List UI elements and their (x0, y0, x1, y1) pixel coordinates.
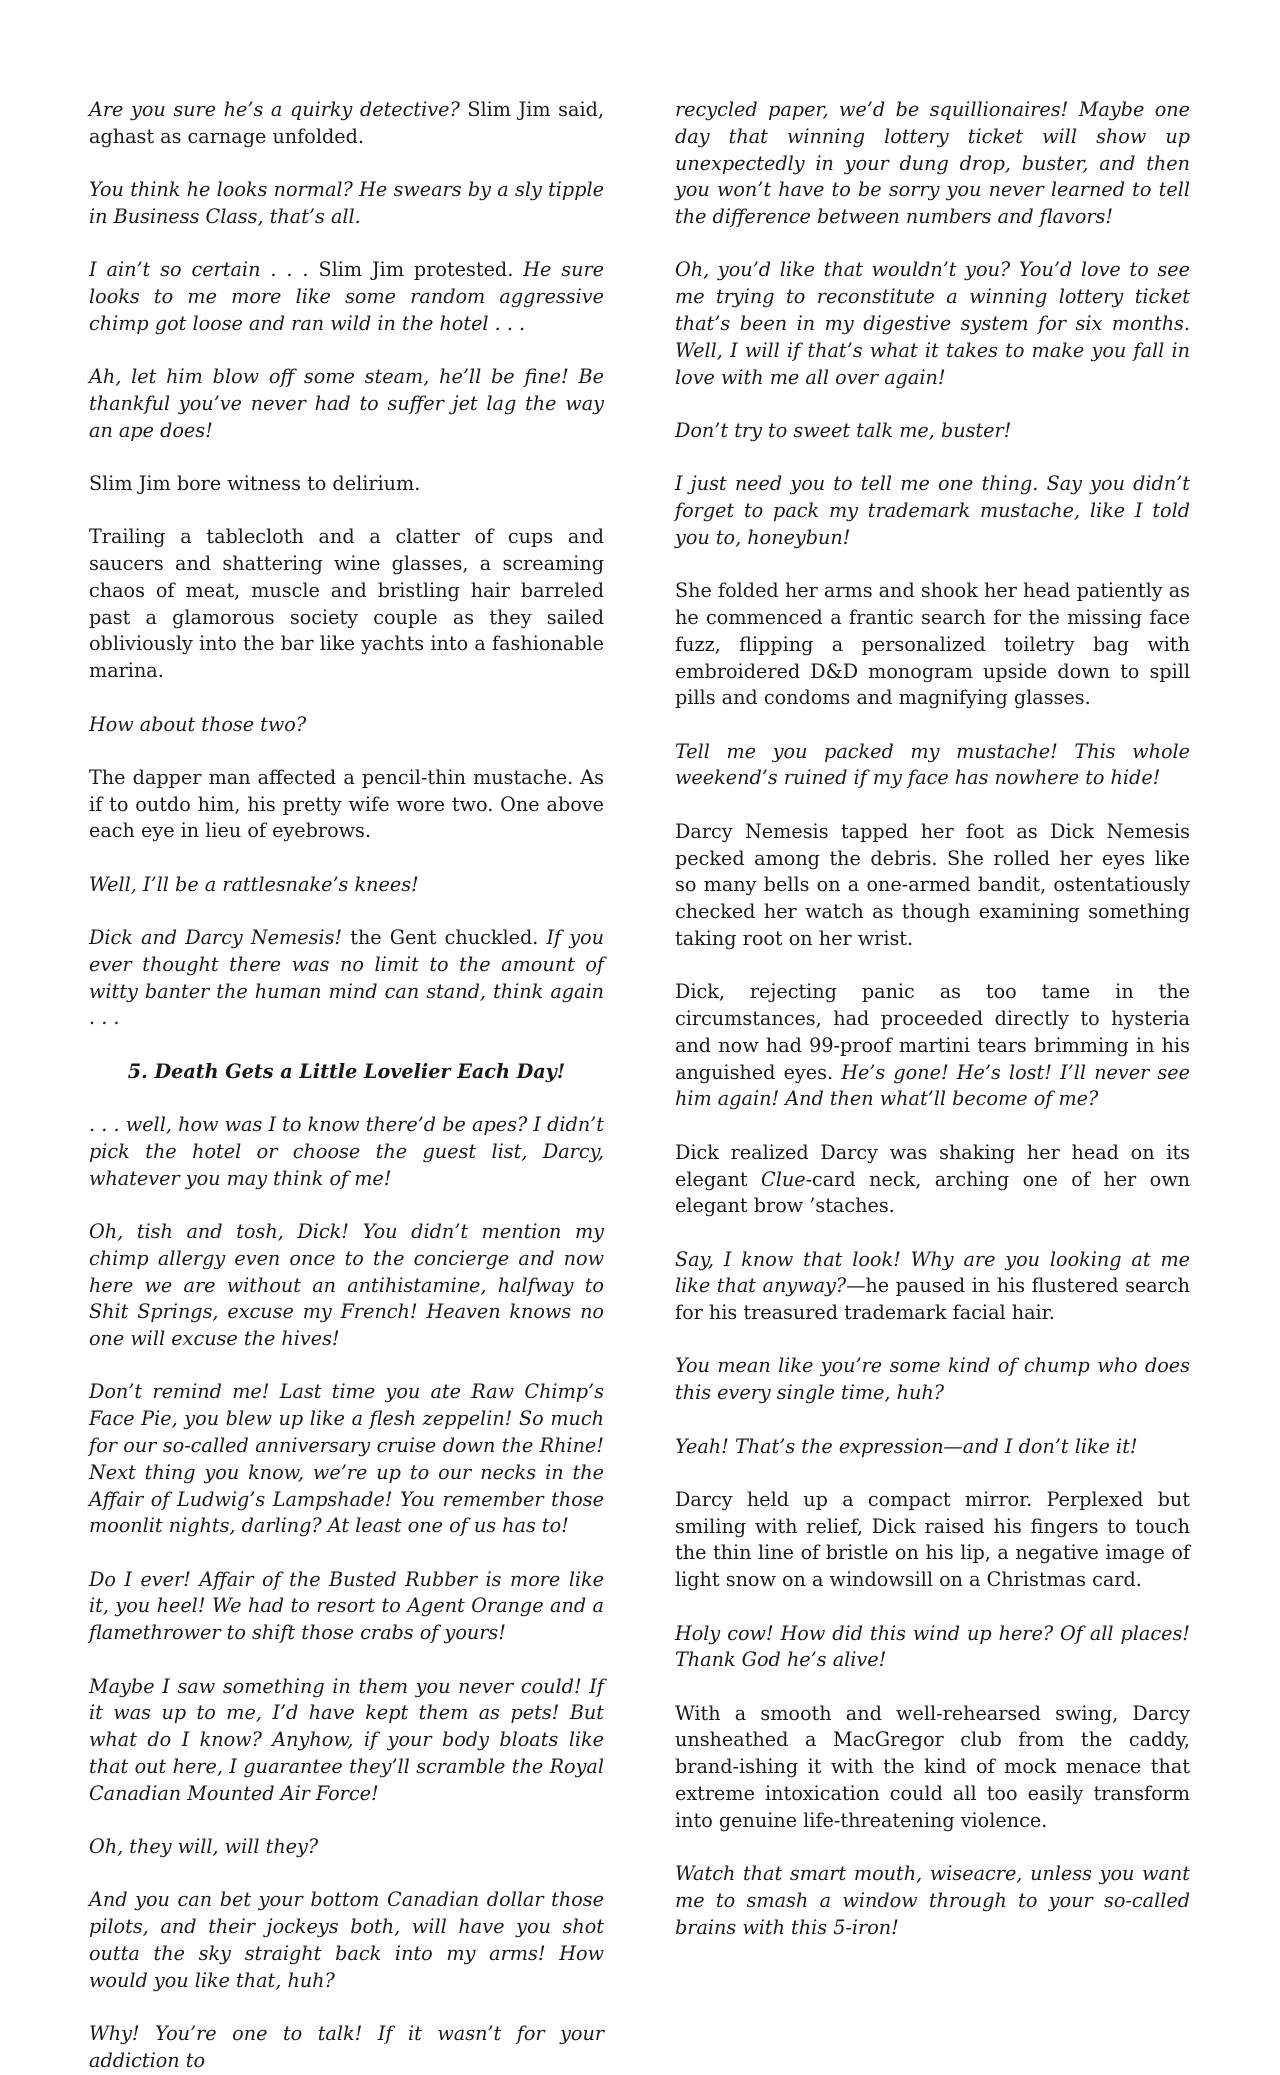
paragraph (89, 257, 604, 337)
paragraph (89, 471, 604, 498)
text-run: Do I ever! Affair of the Busted Rubber is more like it, you heel! We had to resort to Agent Orange and a flamethrower to shift those crabs of yours! (89, 1567, 604, 1645)
text-run: 5. Death Gets a Little Lovelier Each Day! (127, 1059, 566, 1083)
text-run: Oh, they will, will they? (89, 1835, 319, 1859)
text-run: Tell me you packed my mustache! This whole weekend’s ruined if my face has nowhere to hide! (675, 739, 1190, 790)
text-run: He sure looks to me more like some random aggressive chimp got loose and ran wild in the hotel . . . (89, 258, 604, 335)
text-run: Yeah! That’s the expression—and I don’t like it! (675, 1434, 1138, 1458)
text-run: I ain’t so certain . . . (89, 258, 309, 282)
text-run: Slim Jim said, aghast as carnage unfolded. (89, 98, 604, 148)
paragraph (89, 1674, 604, 1808)
text-run: -card neck, arching one of her own elegant brow ’staches. (675, 1167, 1190, 1218)
paragraph (89, 1834, 604, 1861)
paragraph (89, 97, 604, 151)
paragraph (675, 1247, 1190, 1327)
paragraph (675, 1487, 1190, 1594)
text-run: recycled paper, we’d be squillionaires! Maybe one day that winning lottery ticket will show up unexpectedly in your dung drop, buster, and then you won’t have to be sorry you never learned to tell the difference between numbers and flavors! (675, 98, 1190, 229)
paragraph (89, 925, 604, 1032)
paragraph (89, 1112, 604, 1192)
paragraph (89, 524, 604, 685)
text-run: Say, I know that look! Why are you looking at me like that anyway? (675, 1247, 1190, 1298)
text-run: Clue (761, 1167, 806, 1191)
paragraph (675, 418, 1190, 445)
text-run: You mean like you’re some kind of chump who does this every single time, huh? (675, 1354, 1190, 1405)
paragraph (89, 765, 604, 845)
text-run: You think he looks normal? He swears by a sly tipple in Business Class, that’s all. (89, 178, 604, 228)
text-run: I just need you to tell me one thing. Say you didn’t forget to pack my trademark mustache, like I told you to, honeybun! (675, 472, 1190, 549)
paragraph (675, 578, 1190, 712)
text-run: If you ever thought there was no limit to the amount of witty banter the human mind can stand, think again . . . (89, 926, 604, 1030)
paragraph (675, 1353, 1190, 1407)
text-run: —he paused in his flustered search for his treasured trademark facial hair. (675, 1274, 1190, 1325)
paragraph (675, 819, 1190, 953)
text-run: the Gent chuckled. (342, 926, 547, 950)
text-run: Trailing a tablecloth and a clatter of cups and saucers and shattering wine glasses, a screaming chaos of meat, muscle and bristling hair barreled past a glamorous society couple as they sailed obliviously into the bar like yachts into a fashionable marina. (89, 525, 604, 683)
paragraph (675, 1140, 1190, 1220)
paragraph (89, 1567, 604, 1647)
text-run: Oh, tish and tosh, Dick! You didn’t mention my chimp allergy even once to the concierge and now here we are without an antihistamine, halfway to Shit Springs, excuse my French! Heaven knows no one will excuse the hives! (89, 1219, 604, 1351)
text-run: Don’t remind me! Last time you ate Raw Chimp’s Face Pie, you blew up like a flesh zeppelin! So much for our so-called anniversary cruise down the Rhine! Next thing you know, we’re up to our necks in the Affair of Ludwig’s Lampshade! You remember those moonlit nights, darling? At least one of us has to! (89, 1380, 604, 1538)
text-run: Don’t try to sweet talk me, buster! (675, 418, 1012, 442)
text-run: With a smooth and well-rehearsed swing, Darcy unsheathed a MacGregor club from the caddy, brand-ishing it with the kind of mock menace that extreme intoxication could all too easily transform into genuine life-threatening violence. (675, 1701, 1190, 1832)
text-run: Why! You’re one to talk! If it wasn’t for your addiction to (89, 2022, 604, 2072)
paragraph (89, 2021, 604, 2075)
paragraph (675, 1621, 1190, 1675)
text-run: Are you sure he’s a quirky detective? (89, 98, 460, 121)
text-run: Watch that smart mouth, wiseacre, unless you want me to smash a window through to your so-called brains with this 5-iron! (675, 1862, 1190, 1939)
text-run: Slim Jim protested. (308, 258, 524, 282)
paragraph (675, 979, 1190, 1113)
paragraph (89, 1379, 604, 1540)
text-run: Dick, rejecting panic as too tame in the circumstances, had proceeded directly to hysteria and now had 99-proof martini tears brimming in his anguished eyes. (675, 980, 1190, 1084)
paragraph (675, 1701, 1190, 1835)
paragraph (89, 1219, 604, 1353)
paragraph (675, 739, 1190, 793)
chapter-heading (89, 1059, 604, 1086)
paragraph (675, 1861, 1190, 1941)
text-run: Dick and Darcy Nemesis! (89, 926, 343, 950)
text-run: The dapper man affected a pencil-thin mustache. As if to outdo him, his pretty wife wore two. One above each eye in lieu of eyebrows. (89, 765, 604, 843)
text-run: Holy cow! How did this wind up here? Of all places! Thank God he’s alive! (675, 1621, 1190, 1672)
paragraph (89, 364, 604, 444)
text-run: Slim Jim bore witness to delirium. (89, 471, 421, 495)
text-run: Darcy Nemesis tapped her foot as Dick Nemesis pecked among the debris. She rolled her eyes like so many bells on a one-armed bandit, ostentatiously checked her watch as though examining something taking root on her wrist. (675, 819, 1190, 950)
text-run: Maybe I saw something in them you never could! If it was up to me, I’d have kept them as pets! But what do I know? Anyhow, if your body bloats like that out here, I guarantee they’ll scramble the Royal Canadian Mounted Air Force! (89, 1674, 604, 1805)
paragraph (89, 712, 604, 739)
text-run: Well, I’ll be a rattlesnake’s knees! (89, 872, 419, 896)
left-column (89, 97, 604, 2075)
text-run: Darcy held up a compact mirror. Perplexed but smiling with relief, Dick raised his fingers to touch the thin line of bristle on his lip, a negative image of light snow on a windowsill on a Christmas card. (675, 1487, 1190, 1592)
text-run: He’s gone! He’s lost! I’ll never see him again! And then what’ll become of me? (675, 1060, 1190, 1111)
paragraph (675, 1434, 1190, 1461)
paragraph (89, 1887, 604, 1994)
right-column (675, 97, 1190, 1942)
text-run: Dick realized Darcy was shaking her head on its elegant (675, 1140, 1190, 1191)
paragraph (675, 257, 1190, 391)
paragraph (675, 471, 1190, 551)
paragraph (89, 177, 604, 231)
text-run: How about those two? (89, 712, 307, 736)
text-run: And you can bet your bottom Canadian dollar those pilots, and their jockeys both, will have you shot outta the sky straight back into my arms! How would you like that, huh? (89, 1888, 604, 1992)
paragraph (675, 97, 1190, 231)
text-run: Oh, you’d like that wouldn’t you? You’d love to see me trying to reconstitute a winning lottery ticket that’s been in my digestive system for six months. Well, I will if that’s what it takes to make you fall in love with me all over again! (675, 258, 1190, 389)
text-run: Ah, let him blow off some steam, he’ll be fine! Be thankful you’ve never had to suffer jet lag the way an ape does! (89, 365, 604, 442)
paragraph (89, 872, 604, 899)
text-run: She folded her arms and shook her head patiently as he commenced a frantic search for the missing face fuzz, flipping a personalized toiletry bag with embroidered D&D monogram upside down to spill pills and condoms and magnifying glasses. (675, 579, 1190, 710)
text-run: . . . well, how was I to know there’d be apes? I didn’t pick the hotel or choose the guest list, Darcy, whatever you may think of me! (89, 1113, 604, 1190)
